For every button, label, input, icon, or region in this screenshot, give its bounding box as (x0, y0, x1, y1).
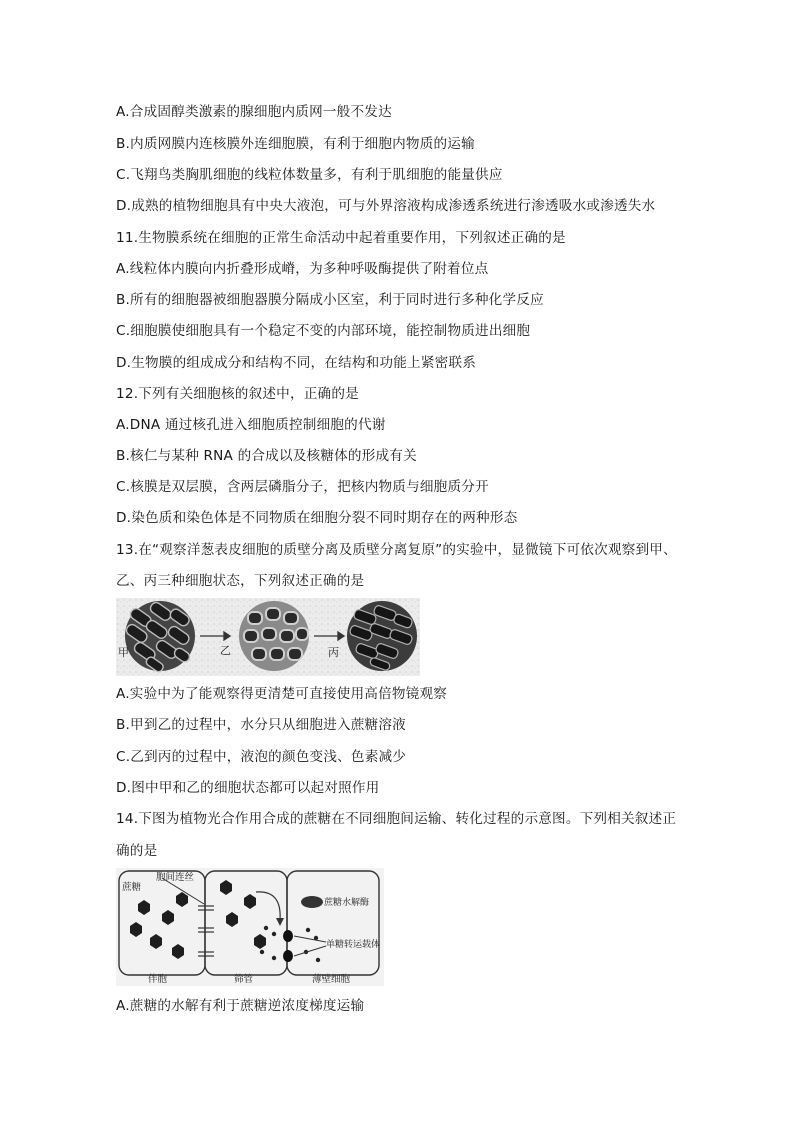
plasmolysis-figure (116, 598, 420, 676)
question-stem: 确的是 (116, 843, 158, 859)
option-text: D.图中甲和乙的细胞状态都可以起对照作用 (116, 780, 380, 796)
cell-yi (239, 601, 309, 671)
label-sucrose: 蔗糖 (122, 882, 142, 893)
sucrose-transport-figure (116, 868, 384, 986)
label-plasmodesma: 胞间连丝 (156, 872, 195, 883)
option-text: C.细胞膜使细胞具有一个稳定不变的内部环境，能控制物质进出细胞 (116, 323, 531, 339)
option-text: D.染色质和染色体是不同物质在细胞分裂不同时期存在的两种形态 (116, 510, 518, 526)
option-text: B.内质网膜内连核膜外连细胞膜，有利于细胞内物质的运输 (116, 136, 475, 152)
question-stem: 14.下图为植物光合作用合成的蔗糖在不同细胞间运输、转化过程的示意图。下列相关叙述正 (116, 811, 677, 827)
option-text: A.DNA 通过核孔进入细胞质控制细胞的代谢 (116, 417, 386, 433)
option-text: B.所有的细胞器被细胞器膜分隔成小区室，利于同时进行多种化学反应 (116, 292, 544, 308)
label-jia: 甲 (118, 646, 129, 659)
question-stem: 乙、丙三种细胞状态，下列叙述正确的是 (116, 573, 365, 589)
option-text: B.甲到乙的过程中，水分只从细胞进入蔗糖溶液 (116, 717, 406, 733)
label-invertase: 蔗糖水解酶 (324, 898, 370, 908)
option-text: D.生物膜的组成成分和结构不同，在结构和功能上紧密联系 (116, 355, 477, 371)
option-text: A.实验中为了能观察得更清楚可直接使用高倍物镜观察 (116, 686, 448, 702)
question-stem: 12.下列有关细胞核的叙述中，正确的是 (116, 386, 359, 402)
label-bing: 丙 (328, 646, 339, 659)
option-text: A.线粒体内膜向内折叠形成嵴，为多种呼吸酶提供了附着位点 (116, 261, 489, 277)
label-sieve-tube: 筛管 (234, 974, 254, 985)
enzyme-icon (301, 896, 323, 908)
cell-bing (347, 601, 417, 671)
question-stem: 11.生物膜系统在细胞的正常生命活动中起着重要作用，下列叙述正确的是 (116, 230, 566, 246)
label-transporter: 单糖转运载体 (326, 940, 381, 950)
label-parenchyma: 薄壁细胞 (312, 974, 351, 985)
label-yi: 乙 (220, 644, 231, 657)
option-text: C.核膜是双层膜，含两层磷脂分子，把核内物质与细胞质分开 (116, 479, 489, 495)
option-text: B.核仁与某种 RNA 的合成以及核糖体的形成有关 (116, 448, 417, 464)
question-stem: 13.在“观察洋葱表皮细胞的质壁分离及质壁分离复原”的实验中，显微镜下可依次观察到甲、 (116, 542, 677, 558)
label-companion-cell: 伴胞 (148, 974, 168, 985)
option-text: C.飞翔鸟类胸肌细胞的线粒体数量多，有利于肌细胞的能量供应 (116, 167, 503, 183)
option-text: A.蔗糖的水解有利于蔗糖逆浓度梯度运输 (116, 998, 365, 1014)
option-text: A.合成固醇类激素的腺细胞内质网一般不发达 (116, 104, 392, 120)
option-text: C.乙到丙的过程中，液泡的颜色变浅、色素减少 (116, 749, 407, 765)
option-text: D.成熟的植物细胞具有中央大液泡，可与外界溶液构成渗透系统进行渗透吸水或渗透失水 (116, 198, 656, 214)
